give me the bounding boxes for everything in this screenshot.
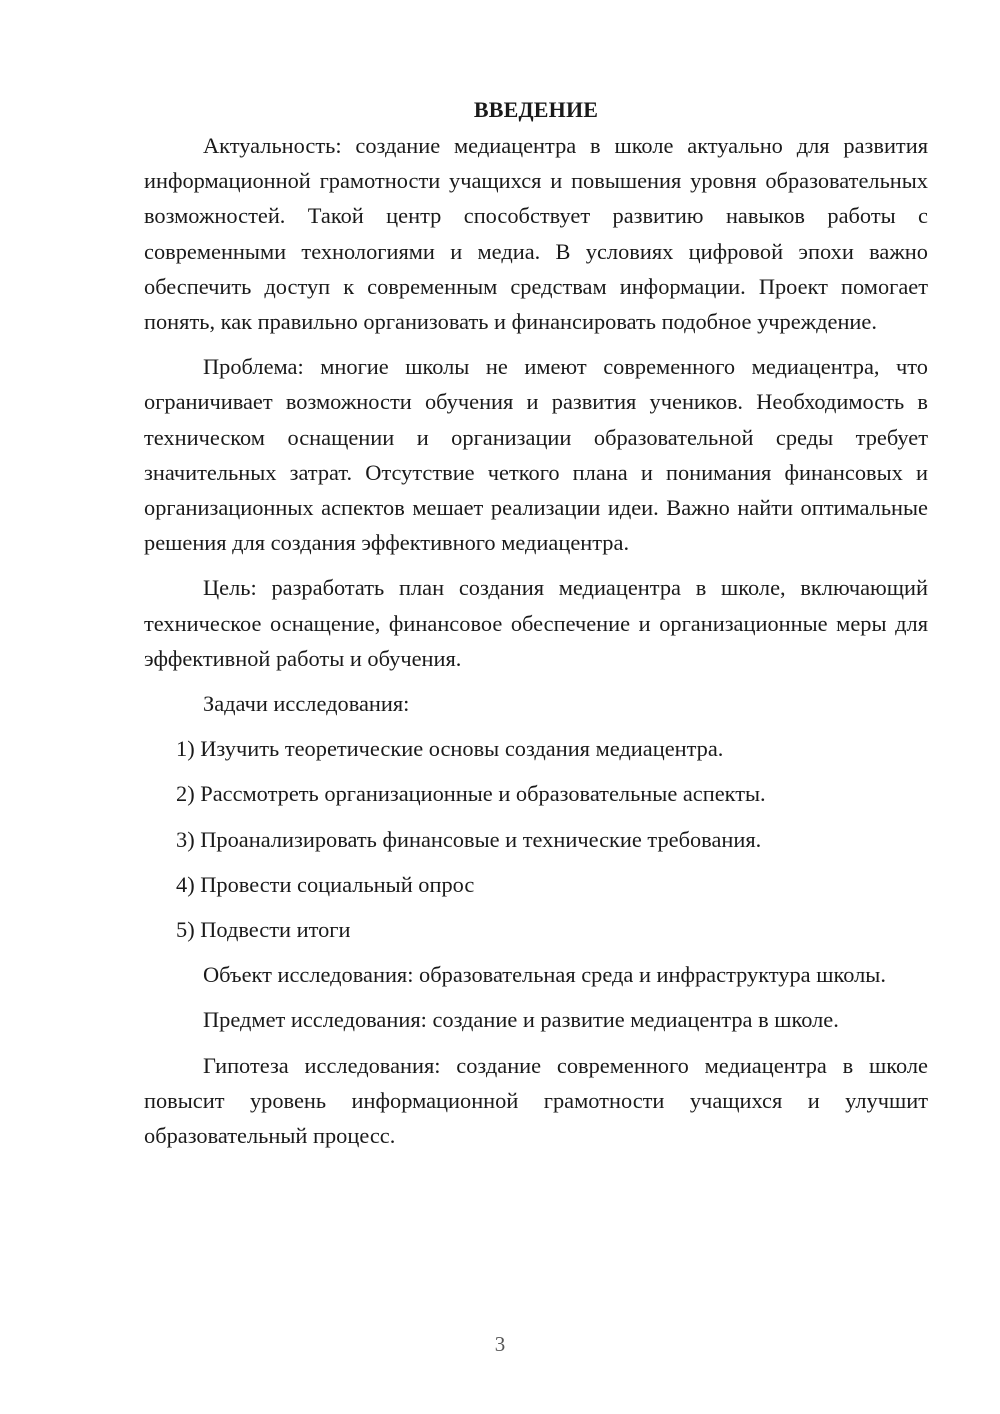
- paragraph-relevance: Актуальность: создание медиацентра в школе актуально для развития информационной грамотности учащихся и повышения уровня образовательных возможностей. Такой центр способствует развитию навыков работы с современными технологиями и медиа. В условиях цифровой эпохи важно обеспечить доступ к современным средствам информации. Проект помогает понять, как правильно организовать и финансировать подобное учреждение.: [144, 133, 928, 335]
- task-item: 2) Рассмотреть организационные и образовательные аспекты.: [176, 781, 766, 807]
- tasks-heading: Задачи исследования:: [203, 691, 410, 717]
- tasks-list: [144, 731, 928, 947]
- paragraph-goal: Цель: разработать план создания медиацентра в школе, включающий техническое оснащение, финансовое обеспечение и организационные меры для эффективной работы и обучения.: [144, 575, 928, 671]
- task-item: 5) Подвести итоги: [176, 917, 351, 943]
- page-number: 3: [494, 1332, 506, 1356]
- task-item: 4) Провести социальный опрос: [176, 871, 475, 897]
- document-page: [144, 92, 928, 1163]
- task-item: 1) Изучить теоретические основы создания медиацентра.: [176, 736, 724, 762]
- paragraph-object: Объект исследования: образовательная среда и инфраструктура школы.: [203, 962, 886, 988]
- task-item: 3) Проанализировать финансовые и технические требования.: [176, 826, 762, 852]
- page-title: ВВЕДЕНИЕ: [473, 97, 599, 122]
- paragraph-problem: Проблема: многие школы не имеют современного медиацентра, что ограничивает возможности обучения и развития учеников. Необходимость в техническом оснащении и организации образовательной среды требует значительных затрат. Отсутствие четкого плана и понимания финансовых и организационных аспектов мешает реализации идеи. Важно найти оптимальные решения для создания эффективного медиацентра.: [144, 354, 928, 556]
- paragraph-hypothesis: Гипотеза исследования: создание современного медиацентра в школе повысит уровень информационной грамотности учащихся и улучшит образовательный процесс.: [144, 1052, 928, 1149]
- paragraph-subject: Предмет исследования: создание и развитие медиацентра в школе.: [203, 1007, 839, 1033]
